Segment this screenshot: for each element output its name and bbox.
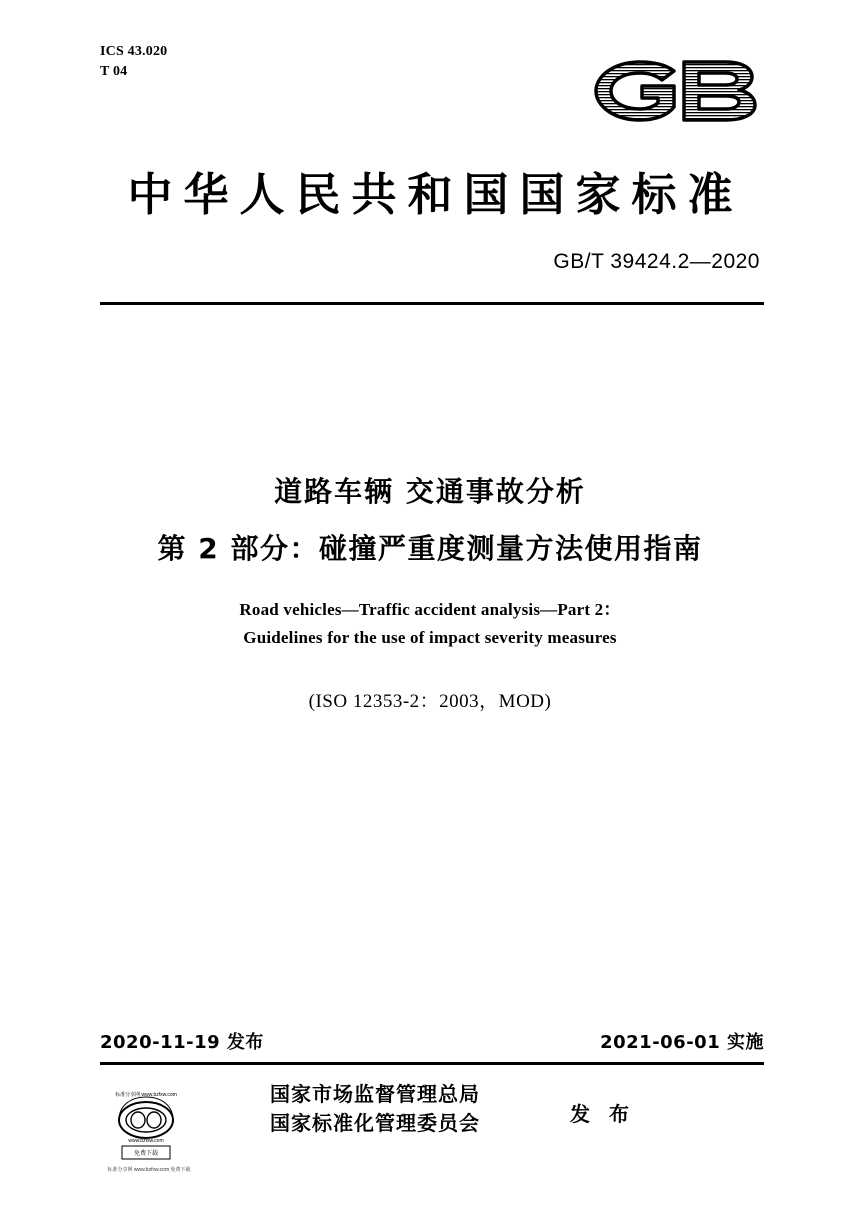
standard-number: GB/T 39424.2—2020 — [553, 250, 760, 273]
issue-date: 2020-11-19 发布 — [100, 1032, 264, 1053]
iso-reference: (ISO 12353-2：2003，MOD) — [308, 691, 552, 712]
issuer-block — [270, 1080, 480, 1138]
subject-title-en-line2: Guidelines for the use of impact severity measures — [243, 628, 617, 648]
national-emblem-icon — [108, 1080, 184, 1166]
classification-code: T 04 — [100, 64, 128, 80]
issuer-line-1: 国家市场监督管理总局 — [270, 1082, 480, 1106]
svg-text:标准分享网 www.bzfxw.com: 标准分享网 www.bzfxw.com — [115, 1092, 177, 1098]
issuer-line-2: 国家标准化管理委员会 — [270, 1111, 480, 1135]
svg-text:免费下载: 免费下载 — [133, 1151, 159, 1157]
page-title: 中华人民共和国国家标准 — [127, 168, 744, 221]
ics-block — [100, 42, 167, 83]
subject-title-en-line1: Road vehicles—Traffic accident analysis—Part 2： — [239, 600, 621, 619]
ics-code: ICS 43.020 — [100, 44, 168, 59]
subject-title-cn-line2: 第 2 部分：碰撞严重度测量方法使用指南 — [157, 532, 703, 565]
gb-logo-icon — [584, 52, 764, 130]
publish-label: 发 布 — [570, 1102, 635, 1126]
divider-top — [100, 302, 764, 305]
emblem-caption: 标准分享网 www.bzfxw.com 免费下载 — [107, 1167, 191, 1173]
divider-bottom — [100, 1062, 764, 1065]
svg-text:www.bzfxw.com: www.bzfxw.com — [128, 1138, 164, 1144]
effective-date: 2021-06-01 实施 — [600, 1032, 764, 1053]
subject-title-cn-line1: 道路车辆 交通事故分析 — [274, 475, 586, 508]
subject-title-en — [0, 596, 860, 652]
